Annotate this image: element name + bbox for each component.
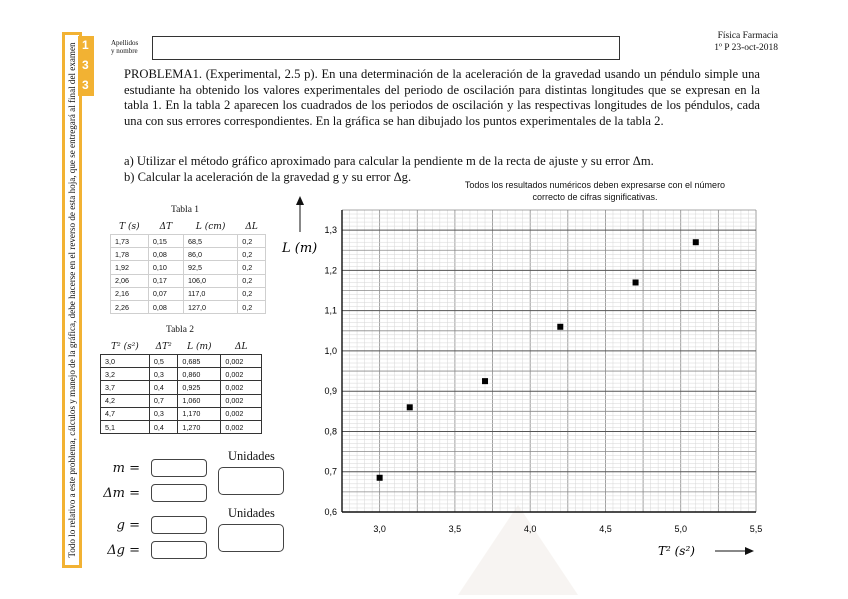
data-point [693, 239, 699, 245]
x-tick-label: 4,0 [523, 524, 537, 534]
side-instruction: Todo lo relativo a este problema, cálculos y manejo de la gráfica, debe hacerse en el reverso de esta hoja, que se entregará al final del examen [67, 42, 77, 558]
table-cell: 1,92 [111, 261, 149, 274]
table-cell: 0,10 [148, 261, 183, 274]
data-point [633, 279, 639, 285]
table-cell: 0,2 [238, 235, 266, 248]
problem-statement: PROBLEMA1. (Experimental, 2.5 p). En una determinación de la aceleración de la gravedad usando un péndulo simple una estudiante ha obtenido los valores experimentales del periodo de oscilación para distintas longitudes que se expresan en la tabla 1. En la tabla 2 aparecen los cuadrados de los periodos de oscilación y las respectivas longitudes de los péndulos, cada una con sus errores correspondientes. En la gráfica se han dibujado los puntos experimentales de la tabla 2. [124, 67, 760, 128]
task-a: a) Utilizar el método gráfico aproximado para calcular la pendiente m de la recta de ajuste y su error Δm. [124, 154, 654, 168]
data-point [557, 324, 563, 330]
table-cell: 0,2 [238, 261, 266, 274]
table-cell: 0,002 [221, 407, 262, 420]
column-header: T (s) [111, 219, 149, 235]
table-cell: 1,270 [178, 420, 221, 433]
name-label: Apellidos y nombre [111, 39, 139, 55]
table-cell: 5,1 [101, 420, 150, 433]
x-tick-label: 5,5 [749, 524, 763, 534]
table-cell: 3,7 [101, 381, 150, 394]
m-label: m = [112, 461, 140, 476]
significant-figures-note: Todos los resultados numéricos deben expresarse con el número correcto de cifras significativas. [464, 180, 726, 202]
y-tick-label: 1,1 [324, 305, 337, 316]
x-arrow-head [745, 547, 754, 555]
data-point [482, 378, 488, 384]
task-b: b) Calcular la aceleración de la gravedad g y su error Δg. [124, 170, 412, 184]
table-cell: 2,26 [111, 300, 149, 313]
table-cell: 0,2 [238, 274, 266, 287]
y-tick-label: 0,8 [324, 426, 337, 437]
column-header: L (cm) [183, 219, 237, 235]
table-cell: 92,5 [183, 261, 237, 274]
table-cell: 2,16 [111, 287, 149, 300]
column-header: ΔT² [149, 339, 177, 355]
table-cell: 0,2 [238, 248, 266, 261]
y-tick-label: 1,2 [324, 265, 337, 276]
x-tick-label: 5,0 [674, 524, 687, 534]
exam-tab-digit: 3 [82, 78, 89, 92]
g-units-label: Unidades [228, 506, 275, 520]
table-cell: 0,4 [149, 420, 177, 433]
table-cell: 0,002 [221, 420, 262, 433]
table-cell: 2,06 [111, 274, 149, 287]
column-header: ΔL [221, 339, 262, 355]
table-cell: 3,0 [101, 355, 150, 368]
exam-date: 1º P 23-oct-2018 [714, 43, 778, 53]
table-cell: 0,08 [148, 300, 183, 313]
table-cell: 117,0 [183, 287, 237, 300]
table-cell: 0,2 [238, 300, 266, 313]
table-cell: 0,002 [221, 394, 262, 407]
y-tick-label: 0,6 [324, 507, 337, 517]
table2-caption: Tabla 2 [165, 325, 195, 335]
exam-tab-digit: 3 [82, 58, 89, 72]
column-header: ΔL [238, 219, 266, 235]
dg-label: Δg = [107, 543, 140, 558]
table-cell: 1,73 [111, 235, 149, 248]
table-cell: 1,78 [111, 248, 149, 261]
table-cell: 0,3 [149, 407, 177, 420]
table-cell: 106,0 [183, 274, 237, 287]
table-cell: 68,5 [183, 235, 237, 248]
table-cell: 0,002 [221, 368, 262, 381]
y-arrow-head [296, 196, 304, 205]
table1-caption: Tabla 1 [170, 205, 200, 215]
table-cell: 3,2 [101, 368, 150, 381]
table-cell: 0,925 [178, 381, 221, 394]
course-name: Física Farmacia [717, 31, 778, 41]
table-cell: 0,3 [149, 368, 177, 381]
table-cell: 0,860 [178, 368, 221, 381]
g-label: g = [116, 518, 140, 533]
x-tick-label: 3,5 [448, 524, 462, 534]
table-cell: 0,08 [148, 248, 183, 261]
table-cell: 127,0 [183, 300, 237, 313]
x-tick-label: 4,5 [599, 524, 612, 534]
exam-tab-digit: 1 [82, 38, 89, 52]
table-cell: 0,17 [148, 274, 183, 287]
table-cell: 1,170 [178, 407, 221, 420]
table-cell: 86,0 [183, 248, 237, 261]
y-tick-label: 1,0 [324, 345, 337, 356]
y-axis-label: L (m) [282, 241, 318, 256]
table-cell: 4,7 [101, 407, 150, 420]
column-header: T² (s²) [101, 339, 150, 355]
column-header: L (m) [178, 339, 221, 355]
table-cell: 0,002 [221, 355, 262, 368]
table-cell: 1,060 [178, 394, 221, 407]
data-point [377, 475, 383, 481]
column-header: ΔT [148, 219, 183, 235]
y-tick-label: 1,3 [324, 225, 337, 236]
x-axis-label: T² (s²) [658, 544, 695, 558]
table-cell: 0,2 [238, 287, 266, 300]
table-cell: 0,5 [149, 355, 177, 368]
m-units-label: Unidades [228, 449, 275, 463]
x-tick-label: 3,0 [373, 524, 386, 534]
table-cell: 4,2 [101, 394, 150, 407]
table-cell: 0,002 [221, 381, 262, 394]
data-point [407, 404, 413, 410]
table-cell: 0,07 [148, 287, 183, 300]
table-cell: 0,7 [149, 394, 177, 407]
table-cell: 0,4 [149, 381, 177, 394]
table-cell: 0,15 [148, 235, 183, 248]
y-tick-label: 0,7 [324, 466, 337, 477]
y-tick-label: 0,9 [324, 386, 337, 397]
dm-label: Δm = [103, 486, 140, 501]
table-cell: 0,685 [178, 355, 221, 368]
